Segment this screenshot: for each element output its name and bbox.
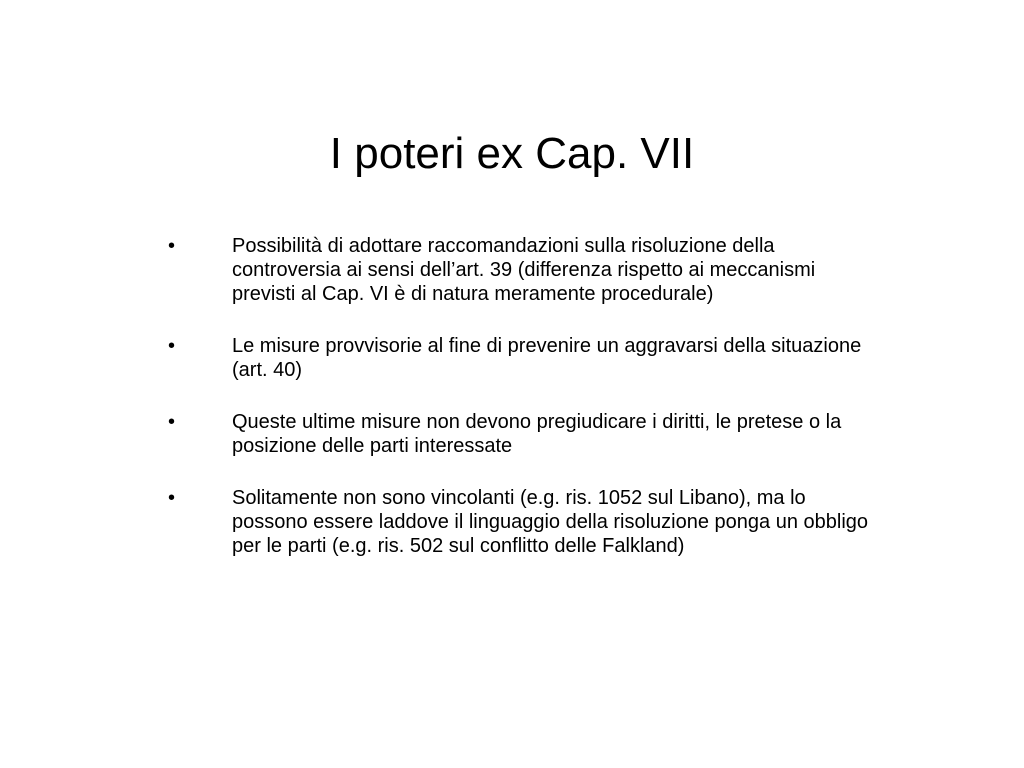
bullet-marker: • bbox=[168, 335, 176, 357]
bullet-list bbox=[160, 234, 880, 586]
bullet-item bbox=[160, 234, 880, 306]
slide-title: I poteri ex Cap. VII bbox=[329, 129, 695, 178]
bullet-marker: • bbox=[168, 411, 176, 433]
bullet-item bbox=[160, 486, 880, 558]
bullet-marker: • bbox=[168, 235, 176, 257]
bullet-text: Solitamente non sono vincolanti (e.g. ris. 1052 sul Libano), ma lo possono essere laddove il linguaggio della risoluzione ponga un obbligo per le parti (e.g. ris. 502 sul conflitto delle Falkland) bbox=[232, 487, 869, 557]
bullet-text: Le misure provvisorie al fine di prevenire un aggravarsi della situazione (art. 40) bbox=[232, 335, 862, 381]
bullet-item bbox=[160, 334, 880, 382]
bullet-item bbox=[160, 410, 880, 458]
bullet-marker: • bbox=[168, 487, 176, 509]
bullet-text: Queste ultime misure non devono pregiudicare i diritti, le pretese o la posizione delle parti interessate bbox=[232, 411, 842, 457]
bullet-text: Possibilità di adottare raccomandazioni sulla risoluzione della controversia ai sensi dell’art. 39 (differenza rispetto ai meccanismi previsti al Cap. VI è di natura meramente procedurale) bbox=[232, 235, 816, 305]
